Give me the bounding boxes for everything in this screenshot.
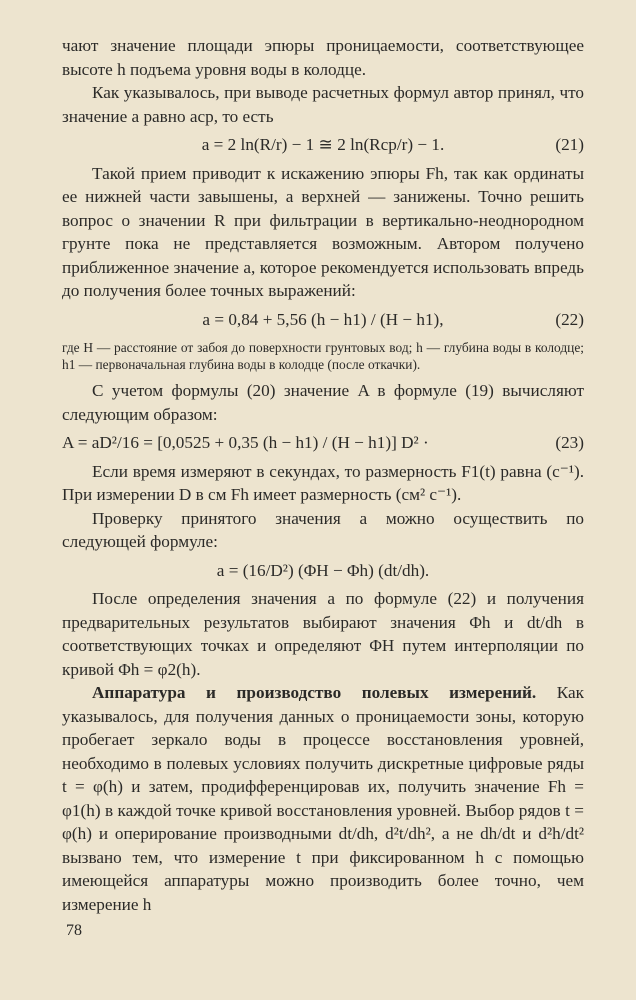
page-number: 78 (66, 922, 82, 939)
paragraph-interpolation: После определения значения a по формуле (22) и получения предварительных результатов выбирают значения Φh и dt/dh в соответствующих точках и определяют ΦH путем интерполяции по кривой Φh = φ2(h). (62, 589, 584, 679)
paragraph-equipment-text: Как указывалось, для получения данных о проницаемости зоны, которую пробегает зеркало воды в процессе восстановления уровней, необходимо в полевых условиях получить дискретные цифровые ряды t = φ(h) и затем, продифференцировав их, получить значение Fh = φ1(h) в каждой точке кривой восстановления уровней. Выбор рядов t = φ(h) и оперирование производными dt/dh, d²t/dh², а не dh/dt и d²h/dt² вызвано тем, что измерение t при фиксированном h с помощью имеющейся аппаратуры можно производить более точно, чем измерение h (62, 683, 584, 914)
paragraph-distortion: Такой прием приводит к искажению эпюры Fh, так как ординаты ее нижней части завышены, а верхней — занижены. Точно решить вопрос о значении R при фильтрации в вертикально-неоднородном грунте пока не представляется возможным. Автором получено приближенное значение a, которое рекомендуется использовать впредь до получения более точных выражений: (62, 163, 584, 300)
paragraph-author-assumption: Как указывалось, при выводе расчетных формул автор принял, что значение a равно aср, то есть (62, 83, 584, 126)
paragraph-verification: Проверку принятого значения a можно осуществить по следующей формуле: (62, 508, 584, 551)
formula-22 (62, 308, 584, 332)
paragraph-formula-20: С учетом формулы (20) значение A в формуле (19) вычисляют следующим образом: (62, 381, 584, 424)
formula-verification-expression: a = (16/D²) (ΦH − Φh) (dt/dh). (216, 560, 430, 580)
formula-21 (62, 133, 584, 157)
formula-22-expression: a = 0,84 + 5,56 (h − h1) / (H − h1), (202, 309, 444, 329)
formula-23 (62, 431, 584, 455)
paragraph-continuation: чают значение площади эпюры проницаемости, соответствующее высоте h подъема уровня воды в колодце. (62, 36, 584, 79)
formula-22-number: (22) (555, 309, 584, 329)
formula-verification (62, 559, 584, 583)
section-heading-equipment: Аппаратура и производство полевых измерений. (92, 683, 537, 702)
formula-21-number: (21) (555, 135, 584, 154)
paragraph-dimensions: Если время измеряют в секундах, то размерность F1(t) равна (c⁻¹). При измерении D в см Fh имеет размерность (см² с⁻¹). (62, 461, 584, 504)
paragraph-equipment (62, 681, 584, 916)
formula-23-expression: A = aD²/16 = [0,0525 + 0,35 (h − h1) / (H − h1)] D² · (62, 433, 429, 452)
formula-23-number: (23) (555, 433, 584, 452)
formula-legend-note: где H — расстояние от забоя до поверхности грунтовых вод; h — глубина воды в колодце; h1 — первоначальная глубина воды в колодце (после откачки). (62, 340, 584, 372)
formula-21-expression: a = 2 ln(R/r) − 1 ≅ 2 ln(Rср/r) − 1. (201, 135, 445, 154)
